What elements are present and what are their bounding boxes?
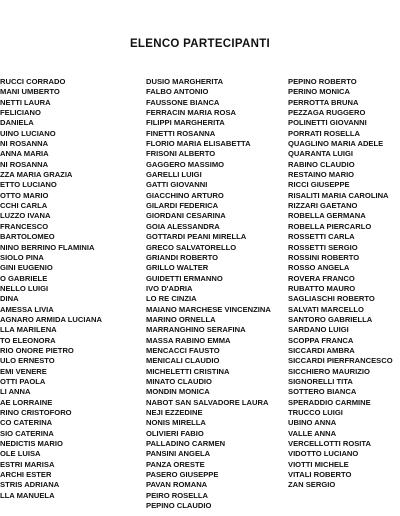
participant-name: NELLO LUIGI [0, 283, 49, 293]
participant-name: PERROTTA BRUNA [288, 97, 359, 107]
participant-name: PALLADINO CARMEN [146, 439, 226, 449]
participant-name: NONIS MIRELLA [146, 418, 206, 428]
participant-name: PANZA ORESTE [146, 459, 205, 469]
participant-name: ROSSETTI CARLA [288, 232, 355, 242]
participant-name: QUARANTA LUIGI [288, 149, 353, 159]
participant-name: O GABRIELE [0, 273, 48, 283]
participant-name: IVO D'ADRIA [146, 283, 193, 293]
participant-name: ZAN SERGIO [288, 480, 336, 490]
participant-name: LO RE CINZIA [146, 294, 197, 304]
participant-name: ROVERA FRANCO [288, 273, 355, 283]
participant-name: FALBO ANTONIO [146, 87, 209, 97]
participant-name: NI ROSANNA [0, 139, 49, 149]
participant-name: RESTAINO MARIO [288, 170, 355, 180]
participant-name: SOTTERO BIANCA [288, 387, 357, 397]
participant-name: MICHELETTI CRISTINA [146, 366, 230, 376]
participant-name: SICCHIERO MAURIZIO [288, 366, 370, 376]
participant-name: TO ELEONORA [0, 335, 56, 345]
participant-name: GAGGERO MASSIMO [146, 159, 225, 169]
page-title: ELENCO PARTECIPANTI [129, 38, 271, 50]
participant-name: UBINO ANNA [288, 418, 337, 428]
participant-name: FERRACIN MARIA ROSA [146, 108, 236, 118]
participant-name: MASSA RABINO EMMA [146, 335, 231, 345]
participant-name: RIO ONORE PIETRO [0, 345, 74, 355]
participant-name: PAVAN ROMANA [146, 480, 208, 490]
participant-name: QUAGLINO MARIA ADELE [288, 139, 384, 149]
participant-name: LLA MANUELA [0, 490, 55, 500]
participant-name: DUSIO MARGHERITA [146, 77, 224, 86]
participant-name: PORRATI ROSELLA [288, 128, 360, 138]
participant-name: FLORIO MARIA ELISABETTA [146, 139, 251, 149]
participant-name: GUIDETTI ERMANNO [146, 273, 223, 283]
participant-name: FILIPPI MARGHERITA [146, 118, 225, 128]
participant-name: NINO BERRINO FLAMINIA [0, 242, 95, 252]
participant-name: NEDICTIS MARIO [0, 439, 63, 449]
participant-name: AMESSA LIVIA [0, 304, 54, 314]
participant-name: CCHI CARLA [0, 201, 48, 211]
participant-name: ROBELLA GERMANA [288, 211, 366, 221]
participant-name: CO CATERINA [0, 418, 53, 428]
participant-name: PEIRO ROSELLA [146, 490, 209, 500]
participant-name: FINETTI ROSANNA [146, 128, 216, 138]
participant-name: ARCHI ESTER [0, 470, 52, 480]
participant-name: PASERO GIUSEPPE [146, 470, 219, 480]
participants-column-1 [0, 77, 132, 501]
participant-name: PANSINI ANGELA [146, 449, 211, 459]
participant-name: DINA [0, 294, 19, 304]
participant-name: PEPINO ROBERTO [288, 77, 357, 86]
participant-name: FRANCESCO [0, 221, 49, 231]
participant-name: RUCCI CORRADO [0, 77, 66, 86]
participants-column-2 [146, 77, 311, 511]
participant-name: ANNA MARIA [0, 149, 49, 159]
participant-name: ESTRI MARISA [0, 459, 55, 469]
participant-name: NI ROSANNA [0, 159, 49, 169]
participant-name: ETTO LUCIANO [0, 180, 57, 190]
participant-name: LI ANNA [0, 387, 31, 397]
participant-name: VITALI ROBERTO [288, 470, 352, 480]
participant-name: NABOT SAN SALVADORE LAURA [146, 397, 269, 407]
participant-name: ZZA MARIA GRAZIA [0, 170, 73, 180]
participant-name: SIOLO PINA [0, 252, 44, 262]
participant-name: RABINO CLAUDIO [288, 159, 355, 169]
participant-name: BARTOLOMEO [0, 232, 55, 242]
participant-name: GOIA ALESSANDRA [146, 221, 220, 231]
participant-name: STRIS ADRIANA [0, 480, 60, 490]
participant-name: SCOPPA FRANCA [288, 335, 354, 345]
participant-name: PEPINO CLAUDIO [146, 501, 212, 511]
participant-name: VALLE ANNA [288, 428, 337, 438]
participant-name: SIO CATERINA [0, 428, 54, 438]
participant-name: GINI EUGENIO [0, 263, 53, 273]
participant-name: GOTTARDI PEANI MIRELLA [146, 232, 247, 242]
participant-name: ULO ERNESTO [0, 356, 55, 366]
participant-name: LLA MARILENA [0, 325, 57, 335]
participant-name: GIORDANI CESARINA [146, 211, 226, 221]
participant-name: ROSSO ANGELA [288, 263, 350, 273]
participant-name: MANI UMBERTO [0, 87, 60, 97]
participant-name: GRIANDI ROBERTO [146, 252, 219, 262]
participant-name: PEZZAGA RUGGERO [288, 108, 366, 118]
participant-name: RISALITI MARIA CAROLINA [288, 190, 389, 200]
participant-name: SARDANO LUIGI [288, 325, 349, 335]
participant-name: GARELLI LUIGI [146, 170, 202, 180]
participant-name: EMI VENERE [0, 366, 47, 376]
participant-name: MENCACCI FAUSTO [146, 345, 220, 355]
participant-name: MARINO ORNELLA [146, 314, 216, 324]
participant-name: VIOTTI MICHELE [288, 459, 349, 469]
participant-name: POLINETTI GIOVANNI [288, 118, 367, 128]
participant-name: OTTO MARIO [0, 190, 49, 200]
participant-name: SICCARDI AMBRA [288, 345, 355, 355]
participant-name: ROSSINI ROBERTO [288, 252, 360, 262]
participant-name: PERINO MONICA [288, 87, 351, 97]
participant-name: SAGLIASCHI ROBERTO [288, 294, 375, 304]
participant-name: VIDOTTO LUCIANO [288, 449, 359, 459]
participant-name: RINO CRISTOFORO [0, 408, 72, 417]
participant-name: RIZZARI GAETANO [288, 201, 358, 211]
participant-name: MONDIN MONICA [146, 387, 210, 397]
participants-column-3 [288, 77, 400, 491]
participant-name: GRECO SALVATORELLO [146, 242, 237, 252]
participant-name: SIGNORELLI TITA [288, 376, 353, 386]
participant-name: MINATO CLAUDIO [146, 376, 212, 386]
participant-name: TRUCCO LUIGI [288, 408, 343, 417]
participant-name: SPERADDIO CARMINE [288, 397, 371, 407]
participant-name: OLE LUISA [0, 449, 41, 459]
participant-name: SANTORO GABRIELLA [288, 314, 373, 324]
participant-name: MAIANO MARCHESE VINCENZINA [146, 304, 271, 314]
participant-name: RICCI GIUSEPPE [288, 180, 350, 190]
participant-name: VERCELLOTTI ROSITA [288, 439, 371, 449]
participant-name: UINO LUCIANO [0, 128, 56, 138]
participant-name: MENICALI CLAUDIO [146, 356, 220, 366]
participant-name: AE LORRAINE [0, 397, 53, 407]
participant-name: LUZZO IVANA [0, 211, 51, 221]
participant-name: OTTI PAOLA [0, 376, 46, 386]
participant-name: ROSSETTI SERGIO [288, 242, 358, 252]
participant-name: FRISONI ALBERTO [146, 149, 216, 159]
participant-name: SICCARDI PIERFRANCESCO [288, 356, 393, 366]
participant-name: SALVATI MARCELLO [288, 304, 364, 314]
participant-name: NETTI LAURA [0, 97, 51, 107]
participant-name: DANIELA [0, 118, 34, 128]
participant-name: AGNARO ARMIDA LUCIANA [0, 314, 102, 324]
participant-name: GIACCHINO ARTURO [146, 190, 224, 200]
participant-name: MARRANGHINO SERAFINA [146, 325, 246, 335]
participant-name: OLIVIERI FABIO [146, 428, 204, 438]
participant-name: GATTI GIOVANNI [146, 180, 208, 190]
participant-name: FELICIANO [0, 108, 41, 118]
participant-name: RUBATTO MAURO [288, 283, 356, 293]
participant-name: GRILLO WALTER [146, 263, 209, 273]
participant-name: GILARDI FEDERICA [146, 201, 219, 211]
participant-name: ROBELLA PIERCARLO [288, 221, 372, 231]
participant-name: NEJI EZZEDINE [146, 408, 203, 417]
participant-name: FAUSSONE BIANCA [146, 97, 220, 107]
